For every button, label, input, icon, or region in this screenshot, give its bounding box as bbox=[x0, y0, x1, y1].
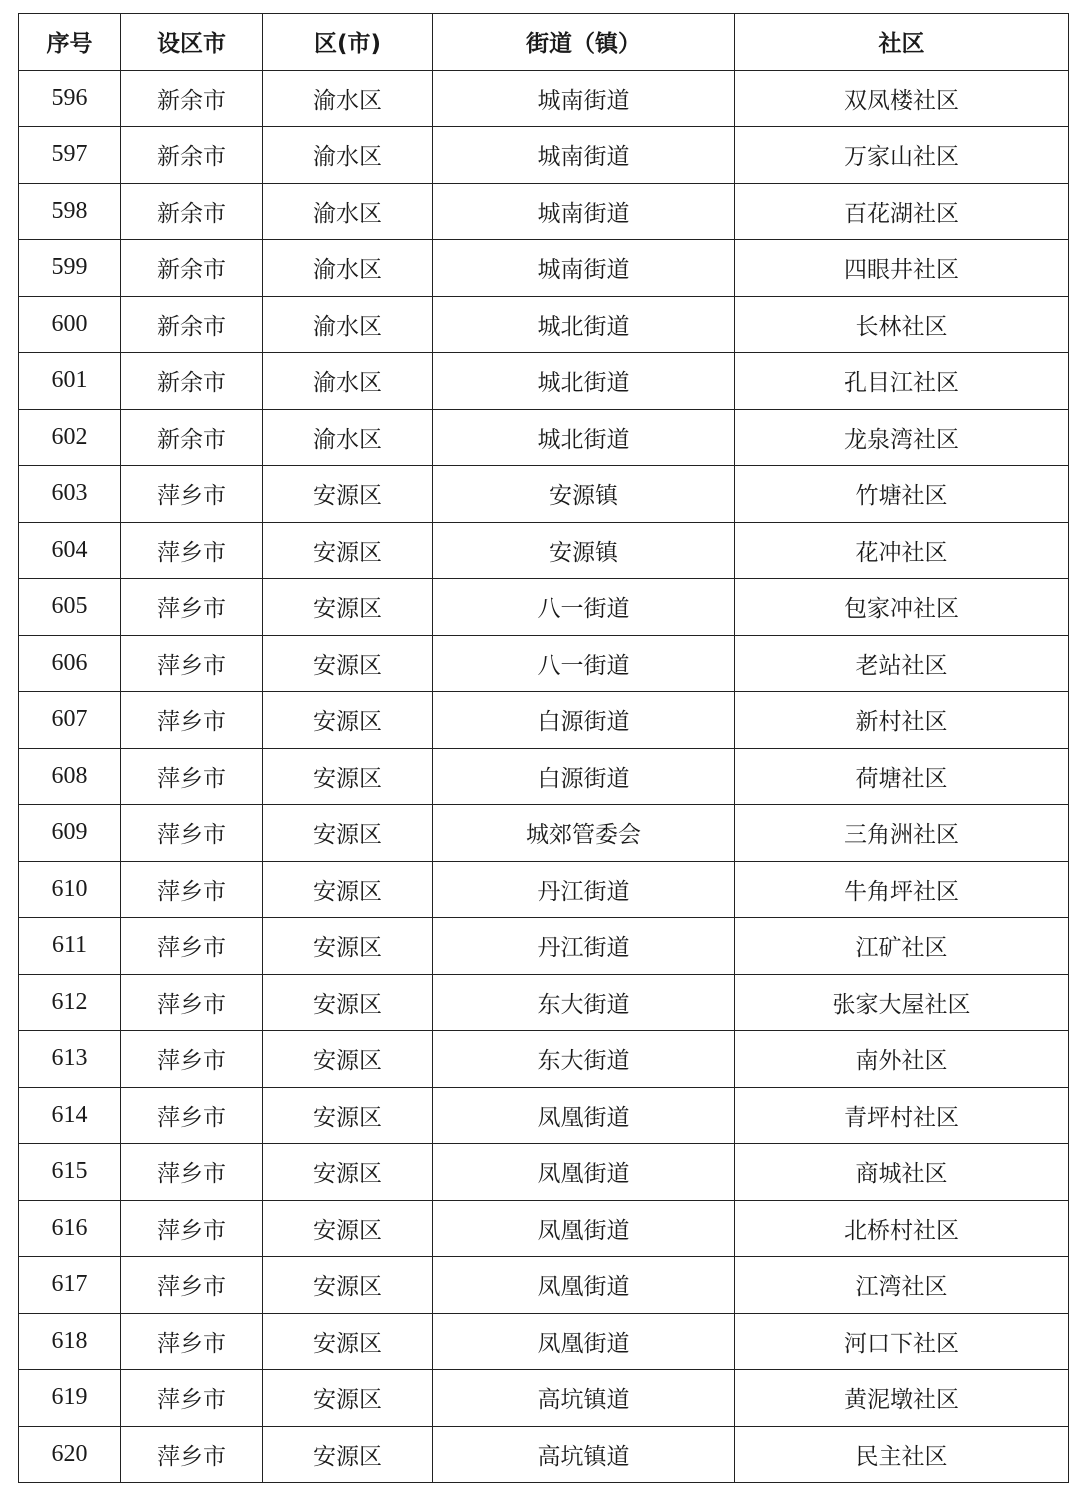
serial-number-cell: 613 bbox=[19, 1031, 121, 1088]
community-cell: 张家大屋社区 bbox=[735, 974, 1069, 1031]
serial-number-cell: 611 bbox=[19, 918, 121, 975]
community-cell: 三角洲社区 bbox=[735, 805, 1069, 862]
city-cell: 新余市 bbox=[121, 240, 263, 297]
district-cell: 安源区 bbox=[263, 1426, 433, 1483]
serial-number-cell: 608 bbox=[19, 748, 121, 805]
table-row bbox=[19, 70, 1069, 127]
city-cell: 新余市 bbox=[121, 70, 263, 127]
serial-number-cell: 602 bbox=[19, 409, 121, 466]
district-cell: 安源区 bbox=[263, 1144, 433, 1201]
table-row bbox=[19, 861, 1069, 918]
district-cell: 安源区 bbox=[263, 692, 433, 749]
city-cell: 萍乡市 bbox=[121, 1031, 263, 1088]
serial-number-cell: 601 bbox=[19, 353, 121, 410]
district-cell: 安源区 bbox=[263, 918, 433, 975]
district-cell: 渝水区 bbox=[263, 70, 433, 127]
community-cell: 百花湖社区 bbox=[735, 183, 1069, 240]
city-cell: 萍乡市 bbox=[121, 1370, 263, 1427]
city-cell: 新余市 bbox=[121, 296, 263, 353]
street-town-cell: 丹江街道 bbox=[433, 861, 735, 918]
community-cell: 河口下社区 bbox=[735, 1313, 1069, 1370]
district-cell: 安源区 bbox=[263, 1257, 433, 1314]
city-cell: 萍乡市 bbox=[121, 1200, 263, 1257]
community-cell: 万家山社区 bbox=[735, 127, 1069, 184]
table-row bbox=[19, 1200, 1069, 1257]
district-cell: 安源区 bbox=[263, 635, 433, 692]
street-town-cell: 东大街道 bbox=[433, 974, 735, 1031]
table-row bbox=[19, 1087, 1069, 1144]
city-cell: 新余市 bbox=[121, 127, 263, 184]
community-cell: 龙泉湾社区 bbox=[735, 409, 1069, 466]
street-town-cell: 城郊管委会 bbox=[433, 805, 735, 862]
table-row bbox=[19, 1257, 1069, 1314]
district-cell: 安源区 bbox=[263, 579, 433, 636]
district-cell: 渝水区 bbox=[263, 409, 433, 466]
table-row bbox=[19, 183, 1069, 240]
community-cell: 商城社区 bbox=[735, 1144, 1069, 1201]
street-town-cell: 凤凰街道 bbox=[433, 1144, 735, 1201]
district-cell: 安源区 bbox=[263, 1370, 433, 1427]
serial-number-cell: 617 bbox=[19, 1257, 121, 1314]
serial-number-cell: 604 bbox=[19, 522, 121, 579]
city-cell: 萍乡市 bbox=[121, 522, 263, 579]
district-cell: 安源区 bbox=[263, 466, 433, 523]
city-cell: 萍乡市 bbox=[121, 861, 263, 918]
city-cell: 萍乡市 bbox=[121, 579, 263, 636]
serial-number-cell: 596 bbox=[19, 70, 121, 127]
city-cell: 萍乡市 bbox=[121, 974, 263, 1031]
street-town-cell: 凤凰街道 bbox=[433, 1087, 735, 1144]
table-row bbox=[19, 1144, 1069, 1201]
community-list-sheet bbox=[18, 13, 1068, 1483]
city-cell: 萍乡市 bbox=[121, 1257, 263, 1314]
street-town-cell: 安源镇 bbox=[433, 466, 735, 523]
community-cell: 双凤楼社区 bbox=[735, 70, 1069, 127]
city-cell: 萍乡市 bbox=[121, 635, 263, 692]
community-cell: 荷塘社区 bbox=[735, 748, 1069, 805]
city-cell: 萍乡市 bbox=[121, 918, 263, 975]
serial-number-cell: 612 bbox=[19, 974, 121, 1031]
community-table bbox=[18, 13, 1069, 1483]
street-town-cell: 白源街道 bbox=[433, 692, 735, 749]
street-town-cell: 城南街道 bbox=[433, 240, 735, 297]
street-town-cell: 凤凰街道 bbox=[433, 1313, 735, 1370]
community-cell: 老站社区 bbox=[735, 635, 1069, 692]
street-town-cell: 城南街道 bbox=[433, 70, 735, 127]
serial-number-cell: 616 bbox=[19, 1200, 121, 1257]
city-cell: 萍乡市 bbox=[121, 1426, 263, 1483]
table-row bbox=[19, 409, 1069, 466]
header-serial-number: 序号 bbox=[19, 14, 121, 71]
street-town-cell: 城北街道 bbox=[433, 353, 735, 410]
table-row bbox=[19, 1031, 1069, 1088]
district-cell: 安源区 bbox=[263, 805, 433, 862]
serial-number-cell: 603 bbox=[19, 466, 121, 523]
district-cell: 渝水区 bbox=[263, 183, 433, 240]
community-cell: 长林社区 bbox=[735, 296, 1069, 353]
community-cell: 江湾社区 bbox=[735, 1257, 1069, 1314]
table-row bbox=[19, 127, 1069, 184]
serial-number-cell: 605 bbox=[19, 579, 121, 636]
serial-number-cell: 599 bbox=[19, 240, 121, 297]
street-town-cell: 安源镇 bbox=[433, 522, 735, 579]
community-cell: 牛角坪社区 bbox=[735, 861, 1069, 918]
header-street-town: 街道（镇） bbox=[433, 14, 735, 71]
city-cell: 萍乡市 bbox=[121, 1144, 263, 1201]
district-cell: 安源区 bbox=[263, 748, 433, 805]
community-cell: 江矿社区 bbox=[735, 918, 1069, 975]
street-town-cell: 白源街道 bbox=[433, 748, 735, 805]
serial-number-cell: 600 bbox=[19, 296, 121, 353]
table-row bbox=[19, 579, 1069, 636]
serial-number-cell: 597 bbox=[19, 127, 121, 184]
street-town-cell: 城南街道 bbox=[433, 127, 735, 184]
table-row bbox=[19, 1370, 1069, 1427]
district-cell: 安源区 bbox=[263, 1313, 433, 1370]
street-town-cell: 高坑镇道 bbox=[433, 1426, 735, 1483]
city-cell: 萍乡市 bbox=[121, 748, 263, 805]
serial-number-cell: 598 bbox=[19, 183, 121, 240]
district-cell: 安源区 bbox=[263, 1087, 433, 1144]
district-cell: 渝水区 bbox=[263, 296, 433, 353]
city-cell: 新余市 bbox=[121, 409, 263, 466]
street-town-cell: 凤凰街道 bbox=[433, 1257, 735, 1314]
table-row bbox=[19, 974, 1069, 1031]
city-cell: 萍乡市 bbox=[121, 805, 263, 862]
street-town-cell: 高坑镇道 bbox=[433, 1370, 735, 1427]
table-row bbox=[19, 918, 1069, 975]
street-town-cell: 凤凰街道 bbox=[433, 1200, 735, 1257]
district-cell: 安源区 bbox=[263, 1200, 433, 1257]
district-cell: 安源区 bbox=[263, 522, 433, 579]
header-community: 社区 bbox=[735, 14, 1069, 71]
table-row bbox=[19, 240, 1069, 297]
city-cell: 新余市 bbox=[121, 183, 263, 240]
header-city: 设区市 bbox=[121, 14, 263, 71]
community-cell: 花冲社区 bbox=[735, 522, 1069, 579]
community-cell: 青坪村社区 bbox=[735, 1087, 1069, 1144]
community-cell: 新村社区 bbox=[735, 692, 1069, 749]
serial-number-cell: 610 bbox=[19, 861, 121, 918]
district-cell: 渝水区 bbox=[263, 127, 433, 184]
city-cell: 新余市 bbox=[121, 353, 263, 410]
community-cell: 民主社区 bbox=[735, 1426, 1069, 1483]
community-cell: 孔目江社区 bbox=[735, 353, 1069, 410]
district-cell: 渝水区 bbox=[263, 353, 433, 410]
serial-number-cell: 607 bbox=[19, 692, 121, 749]
table-body bbox=[19, 70, 1069, 1483]
table-row bbox=[19, 522, 1069, 579]
district-cell: 渝水区 bbox=[263, 240, 433, 297]
community-cell: 竹塘社区 bbox=[735, 466, 1069, 523]
community-cell: 南外社区 bbox=[735, 1031, 1069, 1088]
city-cell: 萍乡市 bbox=[121, 466, 263, 523]
community-cell: 四眼井社区 bbox=[735, 240, 1069, 297]
community-cell: 黄泥墩社区 bbox=[735, 1370, 1069, 1427]
table-row bbox=[19, 635, 1069, 692]
city-cell: 萍乡市 bbox=[121, 1313, 263, 1370]
table-header-row bbox=[19, 14, 1069, 71]
table-row bbox=[19, 466, 1069, 523]
city-cell: 萍乡市 bbox=[121, 692, 263, 749]
table-row bbox=[19, 353, 1069, 410]
district-cell: 安源区 bbox=[263, 861, 433, 918]
district-cell: 安源区 bbox=[263, 974, 433, 1031]
community-cell: 北桥村社区 bbox=[735, 1200, 1069, 1257]
street-town-cell: 八一街道 bbox=[433, 635, 735, 692]
serial-number-cell: 615 bbox=[19, 1144, 121, 1201]
street-town-cell: 八一街道 bbox=[433, 579, 735, 636]
district-cell: 安源区 bbox=[263, 1031, 433, 1088]
serial-number-cell: 606 bbox=[19, 635, 121, 692]
serial-number-cell: 618 bbox=[19, 1313, 121, 1370]
city-cell: 萍乡市 bbox=[121, 1087, 263, 1144]
community-cell: 包家冲社区 bbox=[735, 579, 1069, 636]
table-row bbox=[19, 805, 1069, 862]
table-row bbox=[19, 1426, 1069, 1483]
header-district: 区(市) bbox=[263, 14, 433, 71]
street-town-cell: 东大街道 bbox=[433, 1031, 735, 1088]
table-row bbox=[19, 1313, 1069, 1370]
street-town-cell: 城南街道 bbox=[433, 183, 735, 240]
serial-number-cell: 614 bbox=[19, 1087, 121, 1144]
serial-number-cell: 619 bbox=[19, 1370, 121, 1427]
table-row bbox=[19, 692, 1069, 749]
street-town-cell: 城北街道 bbox=[433, 409, 735, 466]
table-row bbox=[19, 296, 1069, 353]
street-town-cell: 城北街道 bbox=[433, 296, 735, 353]
serial-number-cell: 620 bbox=[19, 1426, 121, 1483]
table-row bbox=[19, 748, 1069, 805]
street-town-cell: 丹江街道 bbox=[433, 918, 735, 975]
serial-number-cell: 609 bbox=[19, 805, 121, 862]
